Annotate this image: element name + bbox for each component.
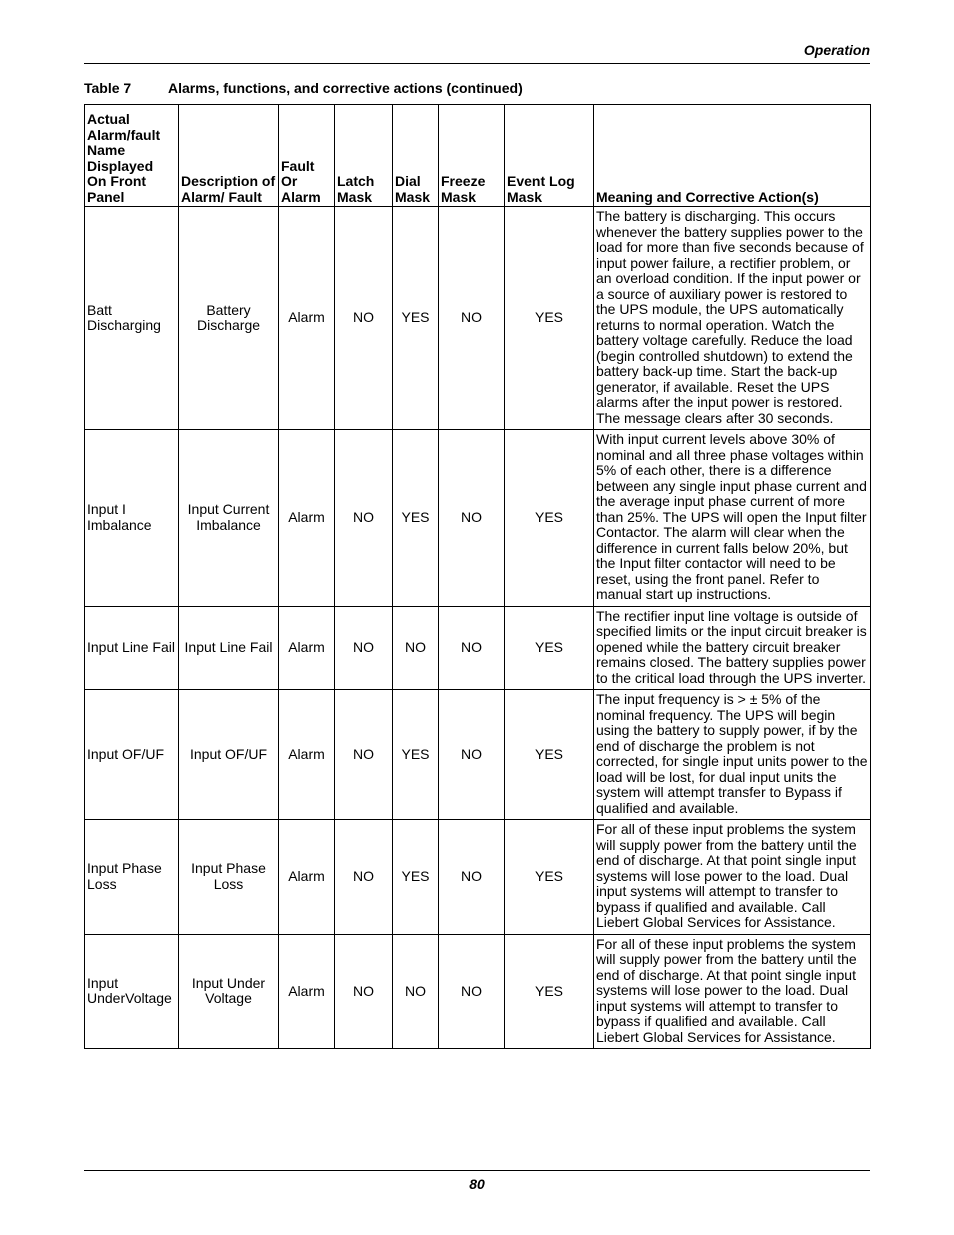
cell-freeze-mask: NO (439, 934, 505, 1049)
cell-description: Battery Discharge (179, 207, 279, 430)
table-row (85, 606, 871, 690)
alarms-table (84, 104, 871, 1049)
cell-description: Input OF/UF (179, 690, 279, 820)
cell-event-log-mask: YES (505, 606, 594, 690)
footer-rule (84, 1170, 870, 1171)
cell-latch-mask: NO (335, 207, 393, 430)
cell-event-log-mask: YES (505, 430, 594, 607)
cell-description: Input Phase Loss (179, 820, 279, 935)
cell-latch-mask: NO (335, 606, 393, 690)
cell-description: Input Current Imbalance (179, 430, 279, 607)
page-number: 80 (469, 1176, 485, 1192)
cell-fault-or-alarm: Alarm (279, 820, 335, 935)
column-header-latch-mask: Latch Mask (335, 105, 393, 207)
cell-description: Input Line Fail (179, 606, 279, 690)
cell-description: Input Under Voltage (179, 934, 279, 1049)
table-caption (84, 80, 523, 96)
header-rule (84, 63, 870, 64)
cell-event-log-mask: YES (505, 934, 594, 1049)
cell-dial-mask: NO (393, 606, 439, 690)
cell-dial-mask: YES (393, 820, 439, 935)
column-header-meaning: Meaning and Corrective Action(s) (594, 105, 871, 207)
cell-latch-mask: NO (335, 690, 393, 820)
cell-event-log-mask: YES (505, 207, 594, 430)
cell-alarm-name: Input OF/UF (85, 690, 179, 820)
column-header-fault-or-alarm: Fault Or Alarm (279, 105, 335, 207)
section-header: Operation (803, 42, 870, 58)
column-header-dial-mask: Dial Mask (393, 105, 439, 207)
column-header-name: Actual Alarm/fault Name Displayed On Front Panel (85, 105, 179, 207)
cell-meaning: With input current levels above 30% of nominal and all three phase voltages within 5% of each other, there is a difference between any single input phase current and the average input phase current of more than 25%. The UPS will open the Input filter Contactor. The alarm will clear when the difference in current falls below 20%, but the Input filter contactor will need to be reset, using the front panel. Refer to manual start up instructions. (594, 430, 871, 607)
cell-latch-mask: NO (335, 820, 393, 935)
cell-freeze-mask: NO (439, 207, 505, 430)
cell-fault-or-alarm: Alarm (279, 430, 335, 607)
cell-dial-mask: NO (393, 934, 439, 1049)
cell-meaning: The rectifier input line voltage is outside of specified limits or the input circuit breaker is opened while the battery circuit breaker remains closed. The battery supplies power to the critical load through the UPS inverter. (594, 606, 871, 690)
header-row (85, 105, 871, 207)
cell-alarm-name: Input Phase Loss (85, 820, 179, 935)
cell-meaning: The battery is discharging. This occurs whenever the battery supplies power to the load for more than five seconds because of input power failure, a rectifier problem, or an overload condition. If the input power or a source of auxiliary power is restored to the UPS module, the UPS automatically returns to normal operation. Watch the battery voltage carefully. Reduce the load (begin controlled shutdown) to extend the battery back-up time. Start the back-up generator, if available. Reset the UPS alarms after the input power is restored. The message clears after 30 seconds. (594, 207, 871, 430)
cell-event-log-mask: YES (505, 690, 594, 820)
cell-freeze-mask: NO (439, 690, 505, 820)
column-header-event-log-mask: Event Log Mask (505, 105, 594, 207)
cell-meaning: For all of these input problems the system will supply power from the battery until the end of discharge. At that point single input systems will lose power to the load. Dual input systems will attempt to transfer to bypass if qualified and available. Call Liebert Global Services for Assistance. (594, 934, 871, 1049)
cell-freeze-mask: NO (439, 820, 505, 935)
cell-latch-mask: NO (335, 430, 393, 607)
cell-alarm-name: Input UnderVoltage (85, 934, 179, 1049)
cell-meaning: The input frequency is > ± 5% of the nominal frequency. The UPS will begin using the battery to supply power, if by the end of discharge the problem is not corrected, for single input units power to the load will be lost, for dual input units the system will attempt transfer to Bypass if qualified and available. (594, 690, 871, 820)
table-row (85, 690, 871, 820)
column-header-description: Description of Alarm/ Fault (179, 105, 279, 207)
cell-latch-mask: NO (335, 934, 393, 1049)
cell-freeze-mask: NO (439, 430, 505, 607)
cell-freeze-mask: NO (439, 606, 505, 690)
table-number: Table 7 (84, 80, 132, 96)
cell-fault-or-alarm: Alarm (279, 690, 335, 820)
cell-fault-or-alarm: Alarm (279, 934, 335, 1049)
cell-dial-mask: YES (393, 690, 439, 820)
cell-fault-or-alarm: Alarm (279, 606, 335, 690)
table-title: Alarms, functions, and corrective actions (continued) (168, 80, 523, 96)
cell-event-log-mask: YES (505, 820, 594, 935)
cell-alarm-name: Batt Discharging (85, 207, 179, 430)
table-row (85, 934, 871, 1049)
table-row (85, 207, 871, 430)
table-row (85, 430, 871, 607)
cell-alarm-name: Input Line Fail (85, 606, 179, 690)
cell-fault-or-alarm: Alarm (279, 207, 335, 430)
cell-dial-mask: YES (393, 430, 439, 607)
table-row (85, 820, 871, 935)
cell-alarm-name: Input I Imbalance (85, 430, 179, 607)
cell-dial-mask: YES (393, 207, 439, 430)
column-header-freeze-mask: Freeze Mask (439, 105, 505, 207)
cell-meaning: For all of these input problems the system will supply power from the battery until the end of discharge. At that point single input systems will lose power to the load. Dual input systems will attempt to transfer to bypass if qualified and available. Call Liebert Global Services for Assistance. (594, 820, 871, 935)
